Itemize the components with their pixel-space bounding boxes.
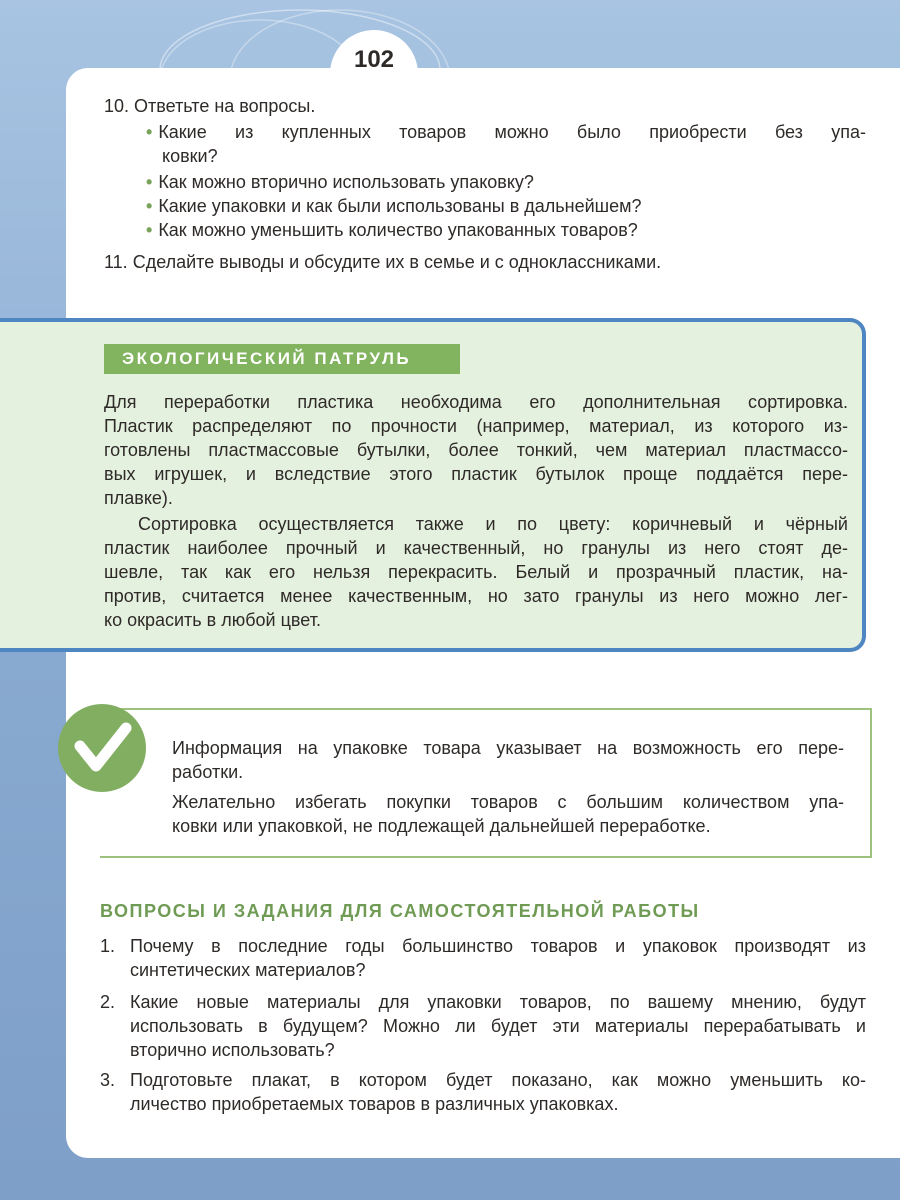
bullet-item [146,120,866,168]
bullet-icon: • [146,196,153,216]
self-study-title: ВОПРОСЫ И ЗАДАНИЯ ДЛЯ САМОСТОЯТЕЛЬНОЙ РАБОТЫ [100,901,700,921]
bullet-line: ковки? [162,146,218,166]
summary-paragraph-2 [172,790,844,838]
page-number: 102 [330,30,418,86]
text-line: Желательно избегать покупки товаров с большим количеством упа- [172,792,844,812]
question-number: 10. [104,96,130,116]
text-line: работки. [172,762,244,782]
task-item-2 [130,990,866,1062]
task-number: 3. [100,1070,116,1090]
text-line: готовлены пластмассовые бутылки, более тонкий, чем материал пластмассо- [104,440,848,460]
text-line: вых игрушек, и вследствие этого пластик бутылок проще поддаётся пере- [104,464,848,484]
text-line: плавке). [104,488,173,508]
text-line: ковки или упаковкой, не подлежащей дальнейшей переработке. [172,816,711,836]
text-line: Почему в последние годы большинство товаров и упаковок производят из [130,936,866,956]
question-10 [104,94,315,118]
text-line: Для переработки пластика необходима его дополнительная сортировка. [104,392,848,412]
text-line: Сортировка осуществляется также и по цвету: коричневый и чёрный [138,514,848,534]
bullet-icon: • [146,172,153,192]
text-line: пластик наиболее прочный и качественный, но гранулы из него стоят де- [104,538,848,558]
question-11 [104,250,661,274]
check-icon [58,704,146,792]
text-line: Подготовьте плакат, в котором будет показано, как можно уменьшить ко- [130,1070,866,1090]
text-line: шевле, так как его нельзя перекрасить. Белый и прозрачный пластик, на- [104,562,848,582]
text-line: ко окрасить в любой цвет. [104,610,321,630]
task-item-3 [130,1068,866,1116]
question-number: 11. [104,252,128,272]
text-line: вторично использовать? [130,1040,335,1060]
task-number: 2. [100,992,116,1012]
text-line: использовать в будущем? Можно ли будет эти материалы перерабатывать и [130,1016,866,1036]
bullet-item [146,218,638,242]
text-line: Информация на упаковке товара указывает на возможность его пере- [172,738,844,758]
text-line: Пластик распределяют по прочности (например, материал, из которого из- [104,416,848,436]
summary-paragraph-1 [172,736,844,784]
bullet-line: Какие упаковки и как были использованы в дальнейшем? [158,196,642,216]
bullet-line: Как можно вторично использовать упаковку? [158,172,534,192]
eco-paragraph-2 [104,512,848,632]
question-text: Сделайте выводы и обсудите их в семье и с одноклассниками. [132,252,662,272]
text-line: личество приобретаемых товаров в различных упаковках. [130,1094,619,1114]
task-item-1 [130,934,866,982]
bullet-item [146,170,534,194]
bullet-icon: • [146,220,153,240]
question-text: Ответьте на вопросы. [134,96,316,116]
bullet-line: Как можно уменьшить количество упакованных товаров? [158,220,638,240]
eco-patrol-title: ЭКОЛОГИЧЕСКИЙ ПАТРУЛЬ [104,344,460,374]
bullet-item [146,194,642,218]
task-number: 1. [100,936,116,956]
eco-paragraph-1 [104,390,848,510]
text-line: Какие новые материалы для упаковки товаров, по вашему мнению, будут [130,992,866,1012]
text-line: синтетических материалов? [130,960,366,980]
bullet-line: Какие из купленных товаров можно было приобрести без упа- [158,122,866,142]
text-line: против, считается менее качественным, но зато гранулы из него можно лег- [104,586,848,606]
bullet-icon: • [146,122,153,142]
